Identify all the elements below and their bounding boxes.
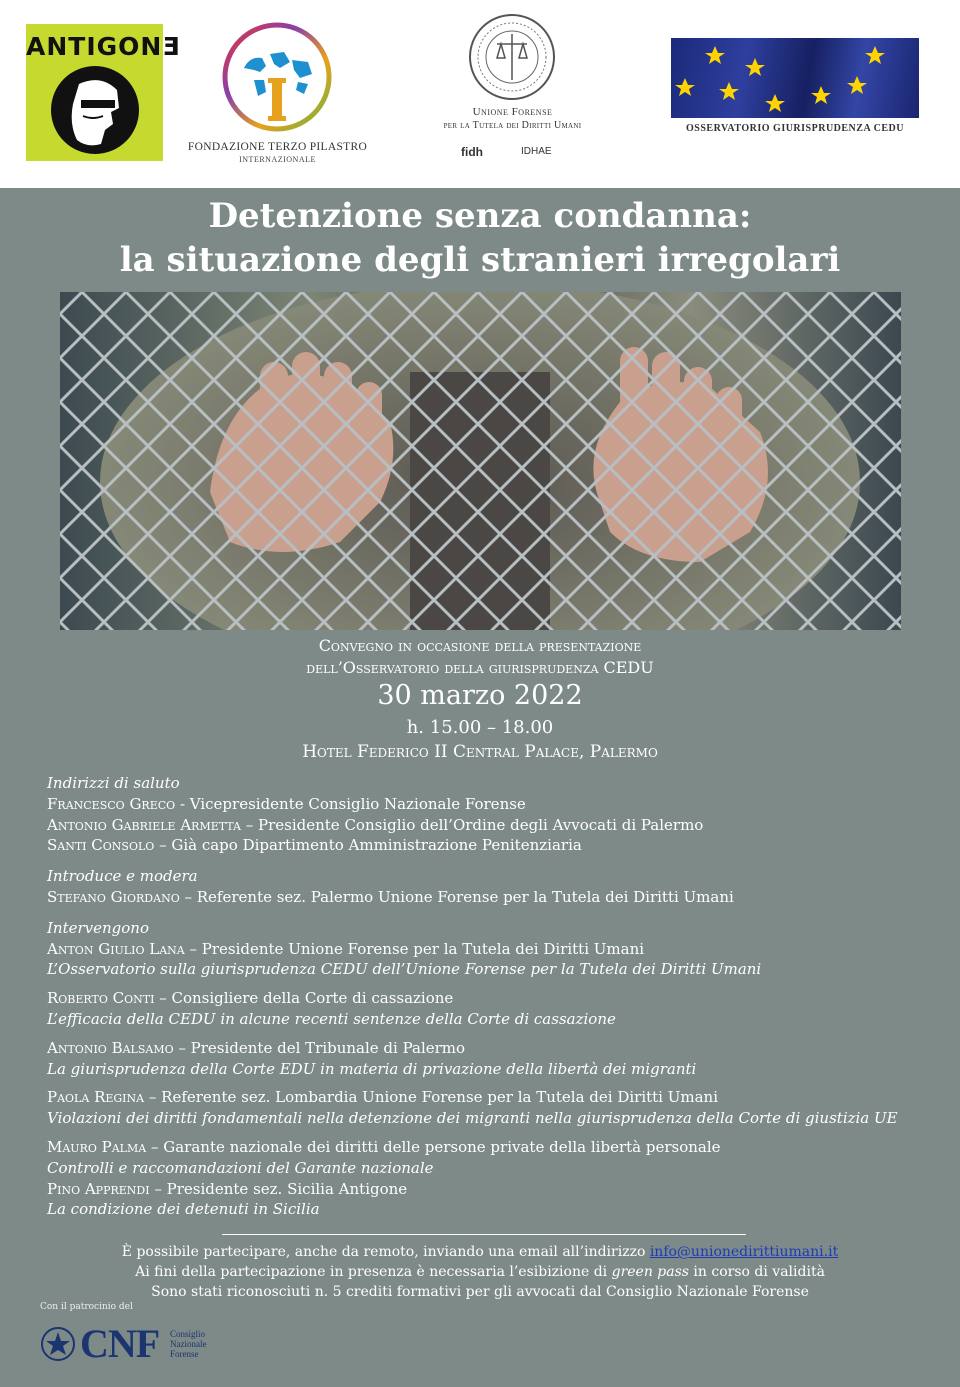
- idhae-logo: IDHAE: [521, 146, 552, 157]
- speaker-role: - Vicepresidente Consiglio Nazionale Forense: [175, 794, 526, 813]
- title-line-1: Detenzione senza condanna:: [208, 196, 752, 236]
- green-pass-text: green pass: [611, 1264, 689, 1280]
- event-venue: Hotel Federico II Central Palace, Palermo: [302, 742, 658, 762]
- ftp-name: FONDAZIONE TERZO PILASTRO: [187, 141, 368, 153]
- antigone-face-icon: [49, 64, 141, 156]
- footer-line-1: [0, 1244, 960, 1260]
- talk-topic: L’efficacia della CEDU in alcune recenti sentenze della Corte di cassazione: [47, 1009, 616, 1028]
- speaker-role: – Presidente del Tribunale di Palermo: [173, 1038, 466, 1057]
- ftp-subtitle: INTERNAZIONALE: [239, 155, 316, 164]
- ufdu-subtitle: per la Tutela dei Diritti Umani: [443, 120, 582, 131]
- chain-link-fence-image: [60, 292, 901, 630]
- title-line-2: la situazione degli stranieri irregolari: [119, 240, 841, 280]
- antigone-logo: [26, 24, 181, 161]
- talk-topic: Controlli e raccomandazioni del Garante nazionale: [47, 1158, 434, 1177]
- hands-fence-photo: [60, 292, 901, 630]
- speaker-role: – Garante nazionale dei diritti delle persone private della libertà personale: [146, 1137, 721, 1156]
- intervento-item: [47, 1179, 927, 1200]
- intervento-item: [47, 939, 927, 960]
- speaker-role: – Presidente Consiglio dell’Ordine degli Avvocati di Palermo: [240, 815, 704, 834]
- speaker-role: – Referente sez. Palermo Unione Forense per la Tutela dei Diritti Umani: [179, 887, 734, 906]
- osservatorio-caption: OSSERVATORIO GIURISPRUDENZA CEDU: [686, 123, 904, 134]
- speaker-name: Antonio Gabriele Armetta: [47, 815, 241, 834]
- speaker-role: – Referente sez. Lombardia Unione Forense per la Tutela dei Diritti Umani: [144, 1088, 719, 1107]
- speaker-name: Stefano Giordano: [47, 887, 180, 906]
- event-subtitle-2: dell’Osservatorio della giurisprudenza CEDU: [306, 658, 654, 677]
- footer-text: in corso di validità: [688, 1264, 825, 1280]
- talk-topic: La giurisprudenza della Corte EDU in materia di privazione della libertà dei migranti: [47, 1059, 697, 1078]
- footer-text: È possibile partecipare, anche da remoto, inviando una email all’indirizzo: [121, 1244, 650, 1260]
- ufdu-name: Unione Forense: [472, 106, 553, 118]
- intervento-item: [47, 1137, 927, 1158]
- speaker-name: Antonio Balsamo: [47, 1038, 174, 1057]
- footer-line-3: Sono stati riconosciuti n. 5 crediti formativi per gli avvocati dal Consiglio Nazionale Forense: [151, 1284, 809, 1300]
- event-subtitle-1: Convegno in occasione della presentazione: [318, 636, 642, 655]
- speaker-role: – Consigliere della Corte di cassazione: [154, 989, 454, 1008]
- speaker-name: Mauro Palma: [47, 1137, 147, 1156]
- speaker-name: Anton Giulio Lana: [47, 939, 185, 958]
- footer-text: Ai fini della partecipazione in presenza è necessaria l’esibizione di: [135, 1264, 612, 1280]
- talk-topic: La condizione dei detenuti in Sicilia: [47, 1200, 320, 1219]
- cnf-logo: [40, 1321, 225, 1374]
- event-date: 30 marzo 2022: [377, 680, 583, 711]
- divider: [222, 1234, 746, 1235]
- footer-line-2: [0, 1264, 960, 1280]
- speaker-name: Francesco Greco: [47, 794, 176, 813]
- talk-topic: Violazioni dei diritti fondamentali nella detenzione dei migranti nella giurisprudenza della Corte di giustizia UE: [47, 1109, 898, 1128]
- fidh-logo: fidh: [461, 145, 483, 159]
- eu-flag: [671, 38, 919, 118]
- patrocinio-label: Con il patrocinio del: [40, 1302, 133, 1312]
- fondazione-terzo-pilastro-logo: [185, 20, 370, 170]
- intervento-item: [47, 988, 927, 1009]
- speaker-name: Roberto Conti: [47, 989, 155, 1008]
- italian-emblem-icon: [40, 1326, 76, 1362]
- unione-forense-logo: [415, 10, 610, 170]
- speaker-role: – Già capo Dipartimento Amministrazione Penitenziaria: [154, 836, 582, 855]
- program: [47, 773, 927, 1220]
- event-time: h. 15.00 – 18.00: [406, 717, 554, 738]
- saluti-item: [47, 794, 927, 815]
- modera-item: [47, 887, 927, 908]
- speaker-role: – Presidente sez. Sicilia Antigone: [149, 1179, 408, 1198]
- modera-heading: Introduce e modera: [47, 867, 198, 886]
- cnf-name-line: Forense: [170, 1349, 199, 1359]
- cnf-letters: CNF: [80, 1321, 160, 1366]
- email-link[interactable]: info@unionedirittiumani.it: [649, 1244, 839, 1260]
- saluti-heading: Indirizzi di saluto: [47, 774, 180, 792]
- saluti-item: [47, 815, 927, 836]
- talk-topic: L’Osservatorio sulla giurisprudenza CEDU dell’Unione Forense per la Tutela dei Diritti Umani: [47, 960, 762, 979]
- interventi-heading: Intervengono: [47, 918, 149, 937]
- eu-stars-icon: [671, 38, 919, 118]
- speaker-name: Pino Apprendi: [47, 1179, 150, 1198]
- logo-header: [0, 0, 960, 188]
- intervento-item: [47, 1038, 927, 1059]
- main-panel: [0, 188, 960, 1387]
- intervento-item: [47, 1087, 927, 1108]
- globe-ring-icon: [220, 20, 335, 135]
- speaker-role: – Presidente Unione Forense per la Tutela dei Diritti Umani: [184, 939, 645, 958]
- saluti-item: [47, 835, 927, 856]
- antigone-wordmark: ANTIGONƎ: [26, 32, 181, 61]
- cnf-name: [170, 1329, 206, 1359]
- cnf-name-line: Consiglio: [170, 1329, 206, 1339]
- seal-icon: [467, 12, 557, 102]
- speaker-name: Santi Consolo: [47, 836, 155, 855]
- speaker-name: Paola Regina: [47, 1088, 145, 1107]
- cnf-name-line: Nazionale: [170, 1339, 207, 1349]
- osservatorio-cedu-logo: [671, 38, 919, 138]
